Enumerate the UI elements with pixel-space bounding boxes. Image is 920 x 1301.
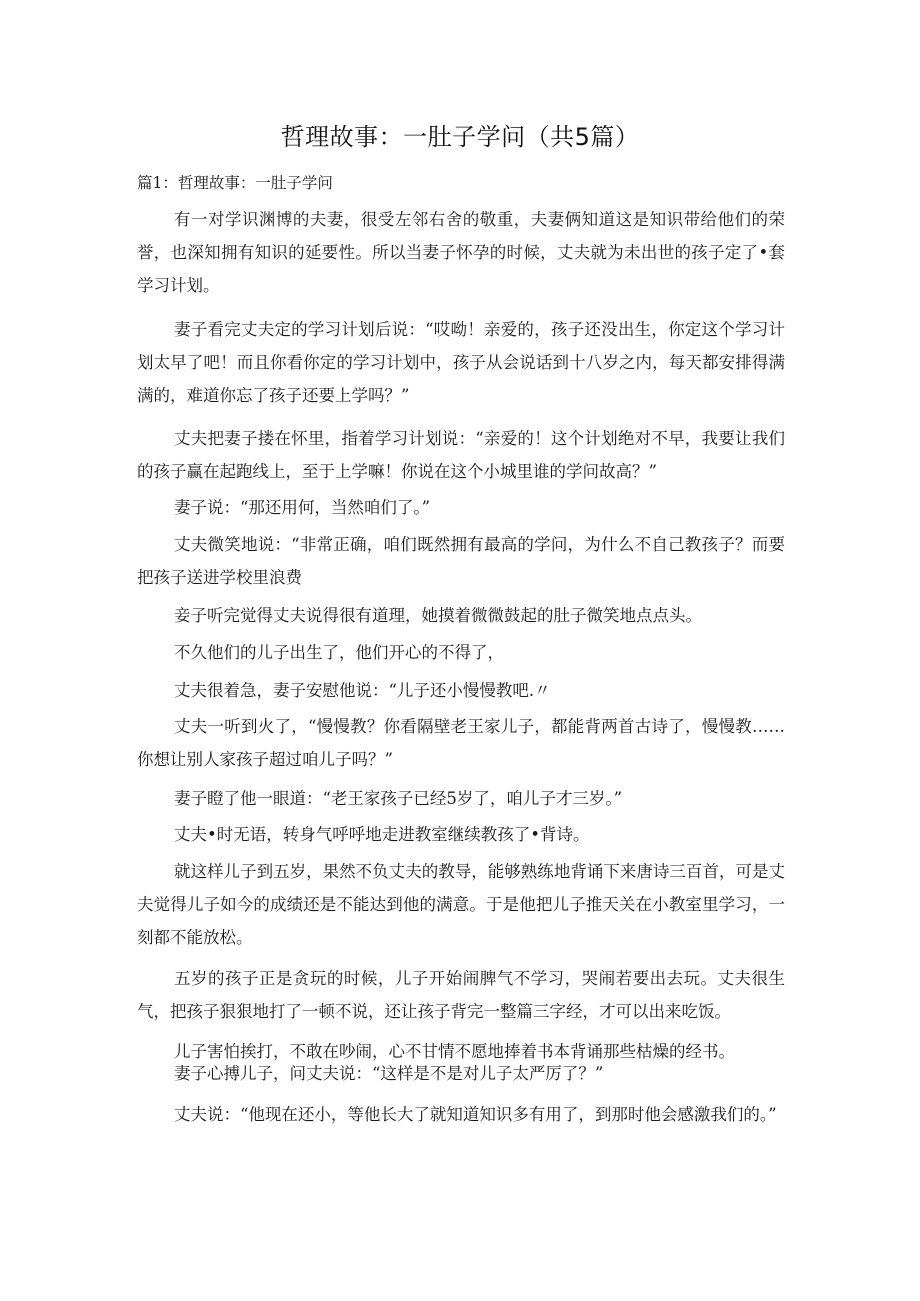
paragraph: 妾子听完觉得丈夫说得很有道理，她摸着微微鼓起的肚子微笑地点点头。 — [174, 606, 702, 625]
paragraph: 丈夫很着急，妻子安慰他说：“儿子还小慢慢教吧.〃 — [174, 681, 551, 700]
paragraph: 丈夫把妻子搂在怀里，指着学习计划说：“亲爱的！这个计划绝对不早，我要让我们的孩子赢在起跑线上，至于上学嘛！你说在这个小城里谁的学问故高？” — [137, 429, 785, 481]
document-title: 哲理故事：一肚子学问（共5篇） — [280, 123, 640, 151]
paragraph: 妻子看完丈夫定的学习计划后说：“哎呦！亲爱的，孩子还没出生，你定这个学习计划太早了吧！而且你看你定的学习计划中，孩子从会说话到十八岁之内，每天都安排得满满的，难道你忘了孩子还要上学吗？” — [137, 320, 785, 405]
paragraph: 不久他们的儿子出生了，他们开心的不得了， — [174, 643, 504, 662]
paragraph: 儿子害怕挨打，不敢在吵闹，心不甘情不愿地捧着书本背诵那些枯燥的经书。 — [174, 1042, 735, 1061]
paragraph: 就这样儿子到五岁，果然不负丈夫的教导，能够熟练地背诵下来唐诗三百首，可是丈夫觉得儿子如今的成绩还是不能达到他的满意。于是他把儿子推天关在小教室里学习，一刻都不能放松。 — [137, 862, 785, 947]
paragraph: 妻子说：“那还用何，当然咱们了。” — [174, 498, 431, 517]
paragraph: 有一对学识渊博的夫妻，很受左邻右舍的敬重，夫妻俩知道这是知识带给他们的荣誉，也深知拥有知识的延要性。所以当妻子怀孕的时候，丈夫就为未出世的孩子定了•套学习计划。 — [137, 210, 785, 295]
paragraph: 丈夫说：“他现在还小，等他长大了就知道知识多有用了，到那时他会感激我们的。” — [174, 1105, 777, 1124]
section-heading: 篇1：哲理故事：一肚子学问 — [137, 174, 333, 192]
paragraph: 丈夫微笑地说：“非常正确，咱们既然拥有最高的学问，为什么不自己教孩子？而要把孩子送进学校里浪费 — [137, 535, 785, 587]
paragraph: 妻子瞪了他一眼道：“老王家孩子已经5岁了，咱儿子才三岁。” — [174, 789, 623, 808]
paragraph: 妻子心搏儿子，问丈夫说：“这样是不是对儿子太严厉了？” — [174, 1064, 604, 1083]
paragraph: 丈夫•时无语，转身气呼呼地走进教室继续教孩了•背诗。 — [174, 825, 590, 844]
paragraph: 五岁的孩子正是贪玩的时候，儿子开始闹脾气不学习，哭闹若要出去玩。丈夫很生气，把孩子狠狠地打了一顿不说，还让孩子背完一整篇三字经，才可以出来吃饭。 — [137, 969, 785, 1021]
paragraph: 丈夫一听到火了，“慢慢教？你看隔壁老王家儿子，都能背两首古诗了，慢慢教……你想让别人家孩子超过咱儿子吗？” — [137, 717, 785, 769]
